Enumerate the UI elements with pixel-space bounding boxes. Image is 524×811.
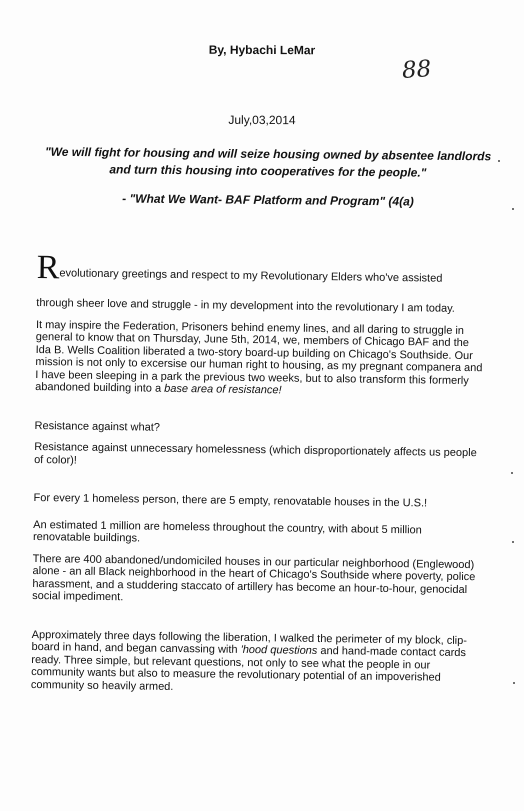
date-line: July,03,2014 — [228, 112, 296, 128]
letter-body — [30, 249, 485, 697]
scan-speck — [498, 160, 500, 162]
scan-speck — [513, 682, 515, 684]
canvassing-text-1: Approximately three days following the liberation, I walked the perimeter of my block, clip-board in hand, and began canvassing with — [31, 628, 468, 656]
paragraph-question: Resistance against what? — [34, 419, 161, 434]
paragraph-statistic: For every 1 homeless person, there are 5 empty, renovatable houses in the U.S.! — [33, 491, 428, 510]
paragraph-liberation — [35, 318, 484, 399]
scan-speck — [511, 472, 513, 474]
liberation-emphasis: base area of resistance! — [164, 382, 282, 397]
greeting-line-2: through sheer love and struggle - in my development into the revolutionary I am today. — [36, 296, 455, 315]
scan-speck — [512, 208, 514, 210]
handwritten-page-number: 88 — [401, 56, 433, 84]
paragraph-canvassing — [31, 628, 480, 697]
greeting-line-1: evolutionary greetings and respect to my Revolutionary Elders who've assisted — [59, 267, 443, 285]
drop-cap: R — [36, 249, 60, 287]
liberation-text: It may inspire the Federation, Prisoners behind enemy lines, and all daring to struggle in general to know that on Thursday, June 5th, 2014, we, members of Chicago BAF and the Ida B. Wells Coalition liberated a two-story board-up building on Chicago's Southside. Our mission is not only to excersise our human right to housing, as my pregnant companera and I have been sleeping in a park the previous two weeks, but to also transform this formerly abandoned building into a — [35, 318, 483, 395]
paragraph-national: An estimated 1 million are homeless throughout the country, with about 5 million renovatable buildings. — [32, 518, 422, 545]
canvassing-text-2: and hand-made contact cards ready. Three simple, but relevant questions, not only to see what the people in our community wants but also to measure the revolutionary potential of an impoverished community so heavily armed. — [30, 644, 467, 693]
paragraph-greeting — [36, 249, 485, 289]
byline: By, Hybachi LeMar — [208, 42, 316, 58]
epigraph-quote: "We will fight for housing and will seize housing owned by absentee landlords and turn this housing into cooperatives for the people." — [44, 144, 492, 180]
paragraph-englewood: There are 400 abandoned/undomiciled houses in our particular neighborhood (Englewood) alone - an all Black neighborhood in the heart of Chicago's Southside where poverty, police harassment, and a studdering staccato of artillery has become an hour-to-hour, genocidal social impediment. — [32, 552, 476, 604]
epigraph-source: - "What We Want- BAF Platform and Program" (4(a) — [122, 191, 414, 209]
scan-speck — [512, 541, 514, 543]
canvassing-emphasis: 'hood questions — [240, 643, 318, 657]
paragraph-homelessness: Resistance against unnecessary homelessness (which disproportionately affects us people of color)! — [34, 440, 477, 467]
